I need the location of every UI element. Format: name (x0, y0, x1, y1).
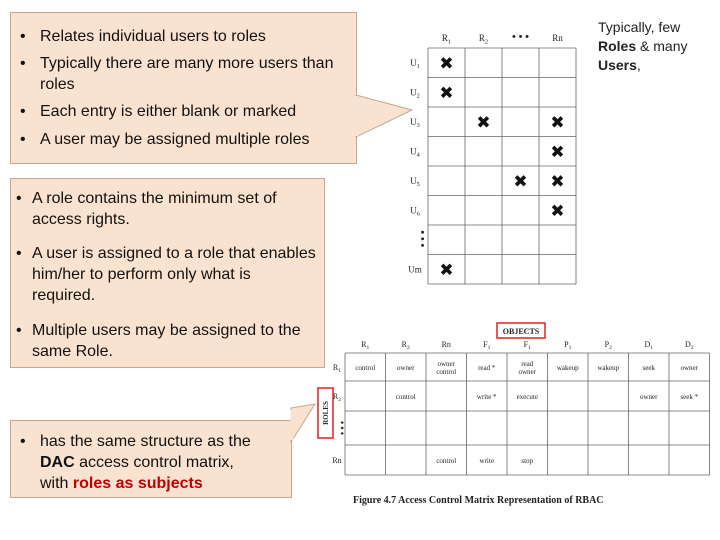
row-header-u6: $U_6$ (410, 205, 420, 218)
x-mark: ✖ (439, 53, 454, 73)
x-mark: ✖ (439, 260, 454, 280)
bullet-3: • Each entry is either blank or marked (20, 103, 297, 120)
cell-text: execute (516, 393, 538, 401)
x-mark: ✖ (476, 112, 491, 132)
roles-label: ROLES (322, 401, 330, 425)
column-header-p1: $P_1$ (564, 340, 572, 351)
cell-text: control (395, 393, 416, 401)
x-mark: ✖ (550, 171, 565, 191)
cell-text: control (436, 368, 457, 376)
objects-label: OBJECTS (502, 327, 540, 336)
bullet-2: • Typically there are many more users than roles (20, 55, 334, 93)
bullet-7: • Multiple users may be assigned to the same Role. (16, 322, 301, 360)
cell-text: write (479, 457, 494, 465)
column-ellipsis: • • • (511, 31, 530, 43)
role-object-matrix (315, 320, 715, 510)
column-header-f1: $F_1$ (523, 340, 531, 351)
cell-text: read (521, 360, 534, 368)
row-ellipsis: • • • (416, 230, 428, 248)
row-header-r1: $R_1$ (332, 363, 342, 374)
column-header-rn: Rn (552, 33, 563, 43)
row-header-r2: $R_2$ (332, 392, 342, 403)
dac-line-1: has the same structure as the (40, 433, 251, 450)
cell-text: control (436, 457, 457, 465)
row-header-u2: $U_2$ (410, 87, 420, 100)
row-ellipsis: • • • (337, 421, 347, 435)
roles-users-note: Typically, few Roles & many Users, (598, 19, 688, 73)
column-header-r2: $R_2$ (478, 33, 489, 46)
cell-text: wakeup (597, 364, 620, 372)
x-mark: ✖ (439, 83, 454, 103)
figure-caption: Figure 4.7 Access Control Matrix Representation of RBAC (353, 495, 604, 506)
row-header-u1: $U_1$ (410, 57, 420, 70)
roles-as-subjects: roles as subjects (72, 475, 203, 492)
row-header-rn: Rn (332, 456, 342, 465)
x-mark: ✖ (513, 171, 528, 191)
column-header-r2: $R_2$ (401, 340, 410, 351)
cell-text: write * (476, 393, 497, 401)
dac-line-3: with (40, 475, 73, 492)
dac-term: DAC (40, 454, 75, 471)
cell-text: owner (680, 364, 698, 372)
cell-text: seek (642, 364, 655, 372)
bullet-8: • has the same structure as the DAC access control matrix, with roles as subjects (20, 433, 251, 492)
user-role-matrix (400, 25, 590, 295)
row-header-um: Um (408, 264, 422, 275)
bullet-6: • A user is assigned to a role that enables him/her to perform only what is required. (16, 245, 316, 304)
bullet-5: • A role contains the minimum set of access rights. (16, 190, 277, 228)
cell-text: owner (397, 364, 415, 372)
x-mark: ✖ (550, 142, 565, 162)
cell-text: wakeup (556, 364, 579, 372)
column-header-d2: $D_2$ (684, 340, 694, 351)
cell-text: seek * (680, 393, 699, 401)
x-mark: ✖ (550, 201, 565, 221)
dac-line-2: access control matrix, (74, 454, 234, 471)
bullet-1: • Relates individual users to roles (20, 28, 266, 45)
bullet-4: • A user may be assigned multiple roles (20, 131, 310, 148)
column-header-f1: $F_1$ (483, 340, 491, 351)
column-header-rn: Rn (441, 340, 451, 349)
column-header-r1: $R_1$ (441, 33, 452, 46)
x-mark: ✖ (550, 112, 565, 132)
row-header-u5: $U_5$ (410, 175, 420, 188)
column-header-d1: $D_1$ (644, 340, 654, 351)
column-header-p2: $P_2$ (604, 340, 612, 351)
cell-text: owner (437, 360, 455, 368)
row-header-u3: $U_3$ (410, 116, 420, 129)
column-header-r1: $R_1$ (361, 340, 370, 351)
cell-text: control (355, 364, 376, 372)
row-header-u4: $U_4$ (410, 146, 420, 159)
cell-text: owner (518, 368, 536, 376)
cell-text: read * (478, 364, 496, 372)
cell-text: stop (521, 457, 534, 465)
cell-text: owner (640, 393, 658, 401)
